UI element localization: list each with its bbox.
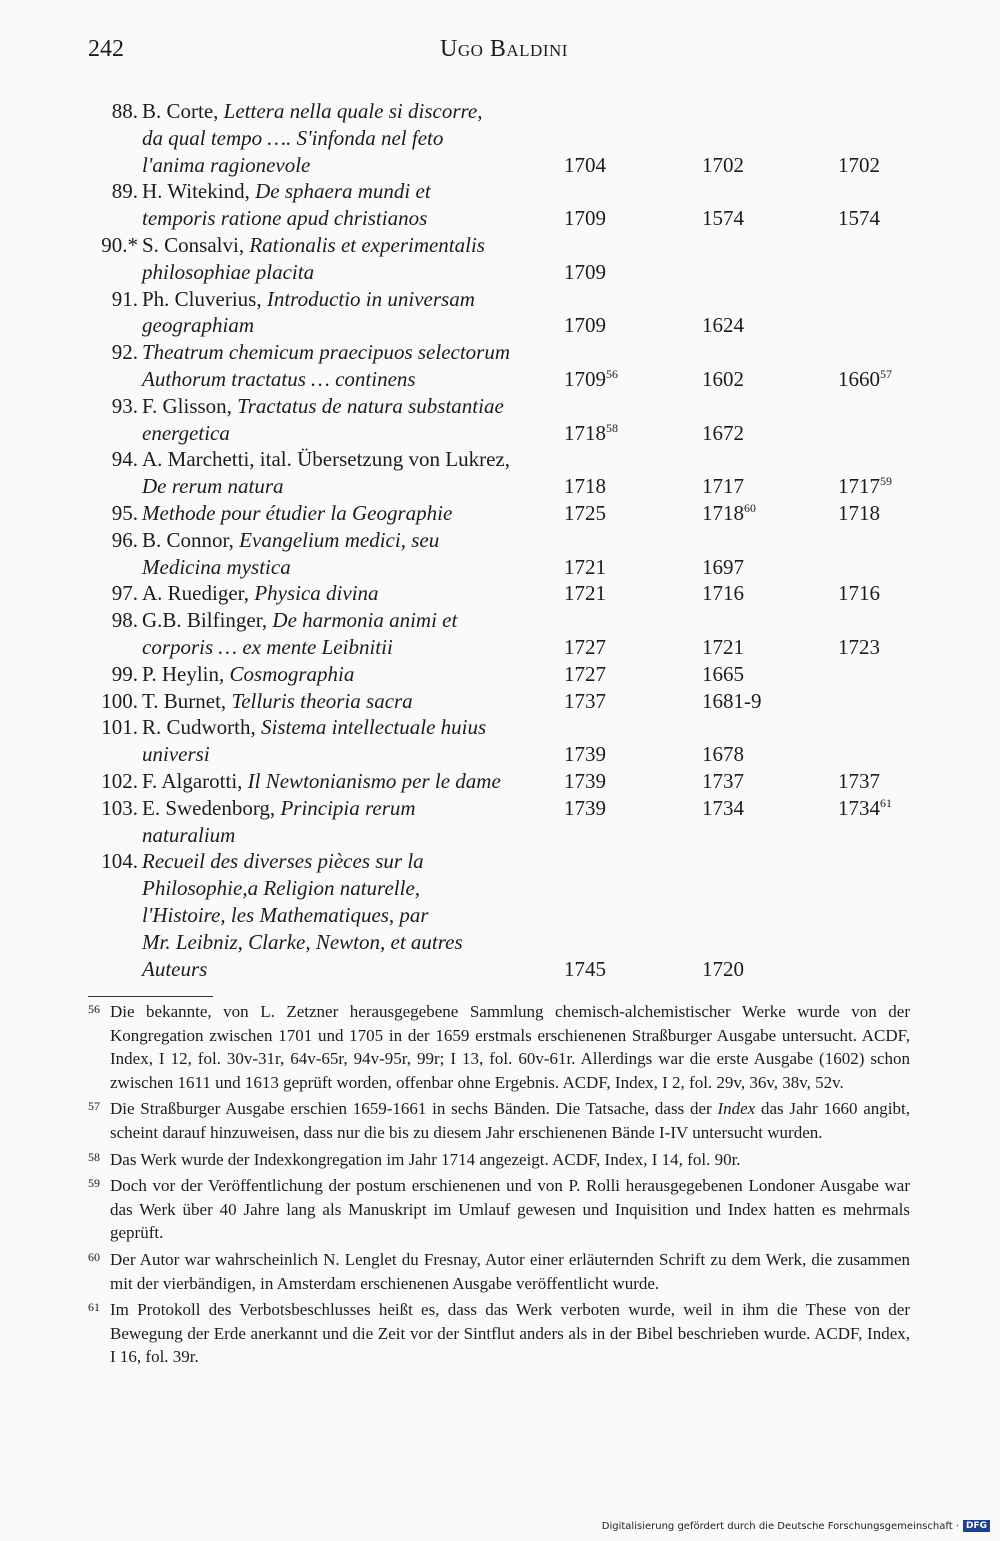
entry-line bbox=[142, 473, 572, 500]
entry-line bbox=[142, 607, 572, 634]
entry-number: 90.* bbox=[101, 232, 138, 257]
entry-title: philosophiae placita bbox=[142, 259, 315, 284]
year-value: 1737 bbox=[702, 768, 744, 793]
entry-text bbox=[142, 768, 572, 795]
footnote-number: 56 bbox=[88, 1002, 100, 1016]
year-value: 1727 bbox=[564, 661, 606, 686]
entry-title: Theatrum chemicum praecipuos selectorum bbox=[142, 340, 511, 365]
entry-text bbox=[142, 286, 572, 340]
entry-number: 100. bbox=[101, 688, 138, 713]
entry-year-c2 bbox=[702, 741, 744, 768]
entry-author: T. Burnet, bbox=[142, 688, 232, 713]
entry-year-c3 bbox=[838, 768, 880, 795]
entry-title: Methode pour étudier la Geographie bbox=[142, 500, 453, 525]
entry-title: Physica divina bbox=[254, 581, 379, 606]
entry-author: B. Corte, bbox=[142, 99, 224, 123]
entry-year-c1 bbox=[564, 661, 606, 688]
entry-row bbox=[88, 98, 918, 178]
entry-line bbox=[142, 98, 572, 125]
entry-year-c1 bbox=[564, 741, 606, 768]
entry-year-c3 bbox=[838, 634, 880, 661]
year-value: 1718 bbox=[564, 474, 606, 499]
entry-line bbox=[142, 661, 572, 688]
footnote bbox=[88, 1248, 910, 1295]
entry-line bbox=[142, 178, 572, 205]
footnote-text: Der Autor war wahrscheinlich N. Lenglet du Fresnay, Autor einer erläuternden Schrift zu dem Werk, die zusammen mit der vierbändigen, in Amsterdam erschienenen Ausgabe veröffentlicht wurde. bbox=[110, 1249, 910, 1293]
footnote-number: 61 bbox=[88, 1300, 100, 1315]
entry-year-c2 bbox=[702, 688, 762, 715]
year-value: 1665 bbox=[702, 661, 744, 686]
year-value: 1721 bbox=[702, 634, 744, 659]
year-value: 1681-9 bbox=[702, 688, 762, 713]
entry-row bbox=[88, 500, 918, 527]
entry-year-c1 bbox=[564, 152, 606, 179]
entry-title: Philosophie,a Religion naturelle, bbox=[142, 876, 421, 901]
dfg-logo: DFG bbox=[963, 1520, 990, 1532]
entry-author: S. Consalvi, bbox=[142, 232, 250, 257]
year-value: 1727 bbox=[564, 634, 606, 659]
entry-title: naturalium bbox=[142, 822, 236, 847]
entry-line bbox=[142, 259, 572, 286]
year-value: 1717 bbox=[838, 474, 880, 499]
entry-author: R. Cudworth, bbox=[142, 715, 262, 740]
footnote-ref: 59 bbox=[880, 474, 892, 489]
entry-year-c2 bbox=[702, 768, 744, 795]
entry-text bbox=[142, 178, 572, 232]
footnote-ref: 60 bbox=[744, 500, 756, 515]
footnote bbox=[88, 1097, 910, 1144]
page-number: 242 bbox=[88, 36, 124, 62]
entry-text bbox=[142, 688, 572, 715]
year-value: 1723 bbox=[838, 634, 880, 659]
entry-line bbox=[142, 286, 572, 313]
year-value: 1734 bbox=[838, 795, 880, 820]
entry-year-c1 bbox=[564, 554, 606, 581]
entry-text bbox=[142, 848, 572, 982]
entry-title: l'anima ragionevole bbox=[142, 152, 311, 177]
entry-number: 99. bbox=[111, 661, 138, 686]
entry-year-c1 bbox=[564, 580, 606, 607]
entry-title: Medicina mystica bbox=[142, 554, 291, 579]
year-value: 1574 bbox=[838, 206, 880, 231]
footnote-text: Im Protokoll des Verbotsbeschlusses heißt es, dass das Werk verboten wurde, weil in ihm die These von der Bewegung der Erde anerkannt und die Zeit vor der Sintflut anders als in der Bibel beschrieben wurde. ACDF, Index, I 16, fol. 39r. bbox=[110, 1300, 910, 1367]
year-value: 1737 bbox=[564, 688, 606, 713]
entry-year-c1 bbox=[564, 768, 606, 795]
footnote bbox=[88, 1000, 910, 1094]
entry-title: Mr. Leibniz, Clarke, Newton, et autres bbox=[142, 929, 463, 954]
entry-line bbox=[142, 152, 572, 179]
entry-year-c1 bbox=[564, 366, 618, 393]
year-value: 1602 bbox=[702, 366, 744, 391]
entry-line bbox=[142, 902, 572, 929]
year-value: 1734 bbox=[702, 795, 744, 820]
year-value: 1697 bbox=[702, 554, 744, 579]
entry-row bbox=[88, 688, 918, 715]
entry-year-c1 bbox=[564, 500, 606, 527]
entry-line bbox=[142, 366, 572, 393]
entry-title: l'Histoire, les Mathematiques, par bbox=[142, 902, 429, 927]
year-value: 1718 bbox=[564, 420, 606, 445]
entry-row bbox=[88, 768, 918, 795]
entry-text bbox=[142, 714, 572, 768]
footnote-number: 60 bbox=[88, 1249, 100, 1264]
entry-title: Principia rerum bbox=[280, 795, 416, 820]
footnote-number: 58 bbox=[88, 1149, 100, 1164]
entry-text bbox=[142, 98, 572, 178]
year-value: 1739 bbox=[564, 742, 606, 767]
entry-row bbox=[88, 527, 918, 581]
entry-title: Telluris theoria sacra bbox=[231, 688, 413, 713]
entry-number: 95. bbox=[111, 500, 138, 525]
entry-title: Cosmographia bbox=[229, 661, 355, 686]
entry-text bbox=[142, 795, 572, 849]
year-value: 1574 bbox=[702, 206, 744, 231]
footnote-ref: 56 bbox=[606, 366, 618, 381]
entry-text bbox=[142, 393, 572, 447]
entry-row bbox=[88, 607, 918, 661]
entry-year-c1 bbox=[564, 634, 606, 661]
entry-year-c2 bbox=[702, 152, 744, 179]
footnote-text-part: das Jahr 1660 angibt, scheint darauf hinzuweisen, dass nur die bis zu diesem Jahr erschienenen Bände I-IV untersucht wurden. bbox=[110, 1099, 910, 1142]
entry-year-c2 bbox=[702, 554, 744, 581]
entry-row bbox=[88, 393, 918, 447]
entry-row bbox=[88, 795, 918, 849]
footnotes bbox=[88, 1000, 910, 1372]
entry-line bbox=[142, 875, 572, 902]
entry-year-c1 bbox=[564, 420, 618, 447]
entry-line bbox=[142, 125, 572, 152]
year-value: 1718 bbox=[838, 500, 880, 525]
entry-line bbox=[142, 929, 572, 956]
year-value: 1702 bbox=[702, 152, 744, 177]
entry-row bbox=[88, 178, 918, 232]
footnote-number: 59 bbox=[88, 1176, 100, 1191]
entry-number: 92. bbox=[111, 340, 138, 365]
footnote-rule bbox=[88, 996, 213, 997]
year-value: 1737 bbox=[838, 768, 880, 793]
footnote-ref: 58 bbox=[606, 420, 618, 435]
entry-row bbox=[88, 848, 918, 982]
entry-author: G.B. Bilfinger, bbox=[142, 608, 273, 633]
entry-number: 89. bbox=[111, 179, 138, 204]
year-value: 1739 bbox=[564, 795, 606, 820]
entry-row bbox=[88, 661, 918, 688]
entry-number: 98. bbox=[111, 608, 138, 633]
footnote-ref: 57 bbox=[880, 366, 892, 381]
entry-author: F. Algarotti, bbox=[142, 768, 248, 793]
entry-title: Tractatus de natura substantiae bbox=[237, 393, 504, 418]
entry-number: 96. bbox=[111, 527, 138, 552]
entry-title: Il Newtonianismo per le dame bbox=[247, 768, 501, 793]
year-value: 1721 bbox=[564, 554, 606, 579]
entry-author: E. Swedenborg, bbox=[142, 795, 281, 820]
entry-year-c3 bbox=[838, 580, 880, 607]
entry-year-c3 bbox=[838, 500, 880, 527]
entry-row bbox=[88, 446, 918, 500]
year-value: 1709 bbox=[564, 259, 606, 284]
entry-number: 97. bbox=[111, 581, 138, 606]
year-value: 1709 bbox=[564, 206, 606, 231]
entry-line bbox=[142, 822, 572, 849]
entry-title: Recueil des diverses pièces sur la bbox=[142, 849, 424, 874]
entry-year-c2 bbox=[702, 312, 744, 339]
footnote-text-part: Die Straßburger Ausgabe erschien 1659-1661 in sechs Bänden. Die Tatsache, dass der bbox=[110, 1099, 718, 1119]
entry-year-c1 bbox=[564, 312, 606, 339]
entry-line bbox=[142, 848, 572, 875]
entry-year-c1 bbox=[564, 795, 606, 822]
entry-author: A. Marchetti, ital. Übersetzung von Lukrez, bbox=[142, 447, 510, 472]
entry-title: Lettera nella quale si discorre, bbox=[223, 99, 483, 123]
entry-text bbox=[142, 527, 572, 581]
entry-title: Introductio in universam bbox=[266, 286, 475, 311]
year-value: 1721 bbox=[564, 581, 606, 606]
entry-author: F. Glisson, bbox=[142, 393, 238, 418]
entry-year-c2 bbox=[702, 420, 744, 447]
entry-number: 93. bbox=[111, 393, 138, 418]
year-value: 1720 bbox=[702, 956, 744, 981]
entry-row bbox=[88, 580, 918, 607]
entry-line bbox=[142, 688, 572, 715]
entry-year-c3 bbox=[838, 205, 880, 232]
entry-line bbox=[142, 500, 572, 527]
entry-year-c2 bbox=[702, 795, 744, 822]
entry-year-c1 bbox=[564, 259, 606, 286]
footnote-text bbox=[110, 1097, 910, 1144]
footnote bbox=[88, 1148, 910, 1172]
entry-title: Sistema intellectuale huius bbox=[261, 715, 487, 740]
credit-text: Digitalisierung gefördert durch die Deutsche Forschungsgemeinschaft · bbox=[601, 1520, 959, 1532]
entry-author: P. Heylin, bbox=[142, 661, 230, 686]
entry-number: 104. bbox=[101, 849, 138, 874]
entry-text bbox=[142, 661, 572, 688]
entry-year-c2 bbox=[702, 580, 744, 607]
entry-author: B. Connor, bbox=[142, 527, 240, 552]
entry-line bbox=[142, 312, 572, 339]
year-value: 1702 bbox=[838, 152, 880, 177]
entry-row bbox=[88, 714, 918, 768]
entry-number: 103. bbox=[101, 795, 138, 820]
entry-line bbox=[142, 741, 572, 768]
year-value: 1725 bbox=[564, 500, 606, 525]
entry-year-c1 bbox=[564, 473, 606, 500]
entry-line bbox=[142, 580, 572, 607]
entry-number: 94. bbox=[111, 447, 138, 472]
entry-title: energetica bbox=[142, 420, 230, 445]
entry-text bbox=[142, 580, 572, 607]
entry-title: De harmonia animi et bbox=[272, 608, 458, 633]
entry-row bbox=[88, 286, 918, 340]
entry-line bbox=[142, 420, 572, 447]
footnote-text: Das Werk wurde der Indexkongregation im Jahr 1714 angezeigt. ACDF, Index, I 14, fol. 90r. bbox=[110, 1149, 741, 1169]
year-value: 1716 bbox=[838, 581, 880, 606]
entry-number: 102. bbox=[101, 768, 138, 793]
footnote bbox=[88, 1174, 910, 1245]
year-value: 1678 bbox=[702, 742, 744, 767]
running-title: Ugo Baldini bbox=[440, 36, 568, 62]
entry-line bbox=[142, 554, 572, 581]
entry-line bbox=[142, 634, 572, 661]
footnote bbox=[88, 1298, 910, 1369]
entry-title: De rerum natura bbox=[142, 474, 284, 499]
entry-title: da qual tempo …. S'infonda nel feto bbox=[142, 125, 444, 150]
entry-title: Authorum tractatus … continens bbox=[142, 366, 416, 391]
entry-line bbox=[142, 232, 572, 259]
year-value: 1624 bbox=[702, 313, 744, 338]
entry-author: A. Ruediger, bbox=[142, 581, 255, 606]
entry-line bbox=[142, 768, 572, 795]
entry-title: geographiam bbox=[142, 313, 254, 338]
entry-title: De sphaera mundi et bbox=[255, 179, 431, 204]
entry-year-c2 bbox=[702, 366, 744, 393]
footnote-text: Doch vor der Veröffentlichung der postum erschienenen und von P. Rolli herausgegebenen Londoner Ausgabe war das Werk über 40 Jahre lang als Manuskript im Umlauf gewesen und Inquisition und Index hatten es mehrmals geprüft. bbox=[110, 1176, 910, 1243]
entry-year-c1 bbox=[564, 956, 606, 983]
entry-year-c2 bbox=[702, 500, 756, 527]
year-value: 1745 bbox=[564, 956, 606, 981]
entry-line bbox=[142, 446, 572, 473]
entry-number: 91. bbox=[111, 286, 138, 311]
entry-text bbox=[142, 339, 572, 393]
entry-line bbox=[142, 205, 572, 232]
entry-year-c3 bbox=[838, 366, 892, 393]
digitization-credit bbox=[602, 1520, 990, 1532]
entry-title: Rationalis et experimentalis bbox=[249, 232, 485, 257]
entry-title: Auteurs bbox=[142, 956, 208, 981]
entry-year-c3 bbox=[838, 795, 892, 822]
entry-title: temporis ratione apud christianos bbox=[142, 206, 428, 231]
year-value: 1709 bbox=[564, 366, 606, 391]
year-value: 1672 bbox=[702, 420, 744, 445]
entry-text bbox=[142, 232, 572, 286]
entry-year-c3 bbox=[838, 473, 892, 500]
entry-year-c2 bbox=[702, 473, 744, 500]
footnote-number: 57 bbox=[88, 1099, 100, 1114]
year-value: 1716 bbox=[702, 581, 744, 606]
page-header bbox=[88, 36, 918, 68]
entry-line bbox=[142, 795, 572, 822]
footnote-italic-term: Index bbox=[717, 1099, 756, 1119]
entry-number: 88. bbox=[111, 99, 138, 123]
year-value: 1718 bbox=[702, 500, 744, 525]
entry-year-c2 bbox=[702, 205, 744, 232]
year-value: 1739 bbox=[564, 768, 606, 793]
entry-title: Evangelium medici, seu bbox=[239, 527, 440, 552]
year-value: 1660 bbox=[838, 366, 880, 391]
entry-line bbox=[142, 527, 572, 554]
entry-row bbox=[88, 339, 918, 393]
entry-number: 101. bbox=[101, 715, 138, 740]
footnote-ref: 61 bbox=[880, 795, 892, 810]
entry-text bbox=[142, 500, 572, 527]
entry-text bbox=[142, 446, 572, 500]
footnote-text: Die bekannte, von L. Zetzner herausgegebene Sammlung chemisch-alchemistischer Werke wurde von der Kongregation zwischen 1701 und 1705 in der 1659 erstmals erschienenen Straßburger Ausgabe untersucht. ACDF, Index, I 12, fol. 30v-31r, 64v-65r, 94v-95r, 99r; I 13, fol. 60v-61r. Allerdings war die erste Ausgabe (1602) schon zwischen 1611 und 1613 geprüft worden, offenbar ohne Ergebnis. ACDF, Index, I 2, fol. 29v, 36v, 38v, 52v. bbox=[110, 1002, 910, 1092]
entry-row bbox=[88, 232, 918, 286]
entry-title: universi bbox=[142, 742, 210, 767]
entry-line bbox=[142, 393, 572, 420]
entry-text bbox=[142, 607, 572, 661]
entry-year-c3 bbox=[838, 152, 880, 179]
entry-year-c2 bbox=[702, 634, 744, 661]
entry-line bbox=[142, 956, 572, 983]
entry-year-c2 bbox=[702, 956, 744, 983]
entry-line bbox=[142, 339, 572, 366]
entry-list bbox=[88, 98, 918, 982]
entry-author: H. Witekind, bbox=[142, 179, 256, 204]
entry-title: corporis … ex mente Leibnitii bbox=[142, 634, 393, 659]
year-value: 1717 bbox=[702, 474, 744, 499]
entry-year-c1 bbox=[564, 205, 606, 232]
year-value: 1709 bbox=[564, 313, 606, 338]
entry-author: Ph. Cluverius, bbox=[142, 286, 267, 311]
entry-year-c1 bbox=[564, 688, 606, 715]
entry-year-c2 bbox=[702, 661, 744, 688]
entry-line bbox=[142, 714, 572, 741]
year-value: 1704 bbox=[564, 152, 606, 177]
